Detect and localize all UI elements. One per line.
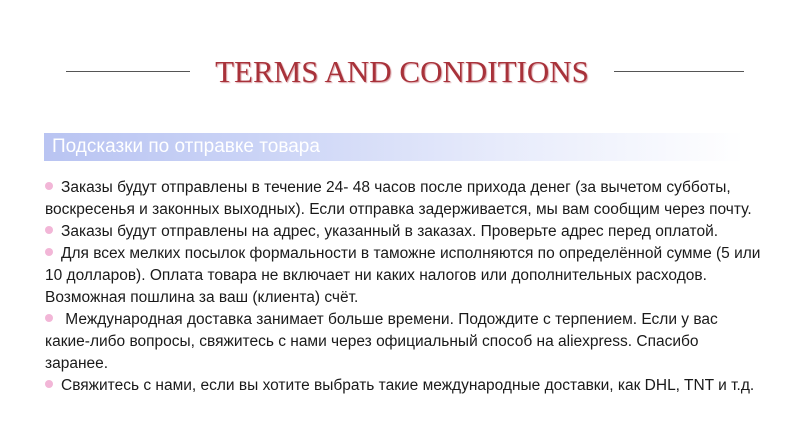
list-item-text: Международная доставка занимает больше времени. Подождите с терпением. Если у вас какие-либо вопросы, свяжитесь с нами через официальный способ на aliexpress. Спасибо заранее. (45, 311, 718, 372)
section-header-bar (44, 133, 744, 161)
list-item-text: Заказы будут отправлены в течение 24- 48 часов после прихода денег (за вычетом субботы, воскресенья и законных выходных). Если отправка задерживается, мы вам сообщим через почту. (45, 179, 752, 218)
pink-dot-bullet-icon (45, 182, 53, 190)
terms-list (45, 177, 765, 397)
list-item (45, 243, 765, 309)
list-item (45, 177, 765, 221)
pink-dot-bullet-icon (45, 314, 53, 322)
list-item-text: Заказы будут отправлены на адрес, указанный в заказах. Проверьте адрес перед оплатой. (61, 223, 719, 240)
list-item-text: Свяжитесь с нами, если вы хотите выбрать такие международные доставки, как DHL, TNT и т.д. (61, 377, 755, 394)
list-item (45, 221, 765, 243)
title-row (0, 52, 800, 92)
pink-dot-bullet-icon (45, 248, 53, 256)
list-item (45, 375, 765, 397)
pink-dot-bullet-icon (45, 380, 53, 388)
pink-dot-bullet-icon (45, 226, 53, 234)
page-title: TERMS AND CONDITIONS (215, 54, 589, 89)
list-item-text: Для всех мелких посылок формальности в таможне исполняются по определённой сумме (5 или 10 долларов). Оплата товара не включает ни каких налогов или дополнительных расходов. Возможная пошлина за ваш (клиента) счёт. (45, 245, 761, 306)
title-divider-right (614, 71, 744, 72)
section-title: Подсказки по отправке товара (52, 136, 320, 157)
title-divider-left (66, 71, 190, 72)
list-item (45, 309, 765, 375)
